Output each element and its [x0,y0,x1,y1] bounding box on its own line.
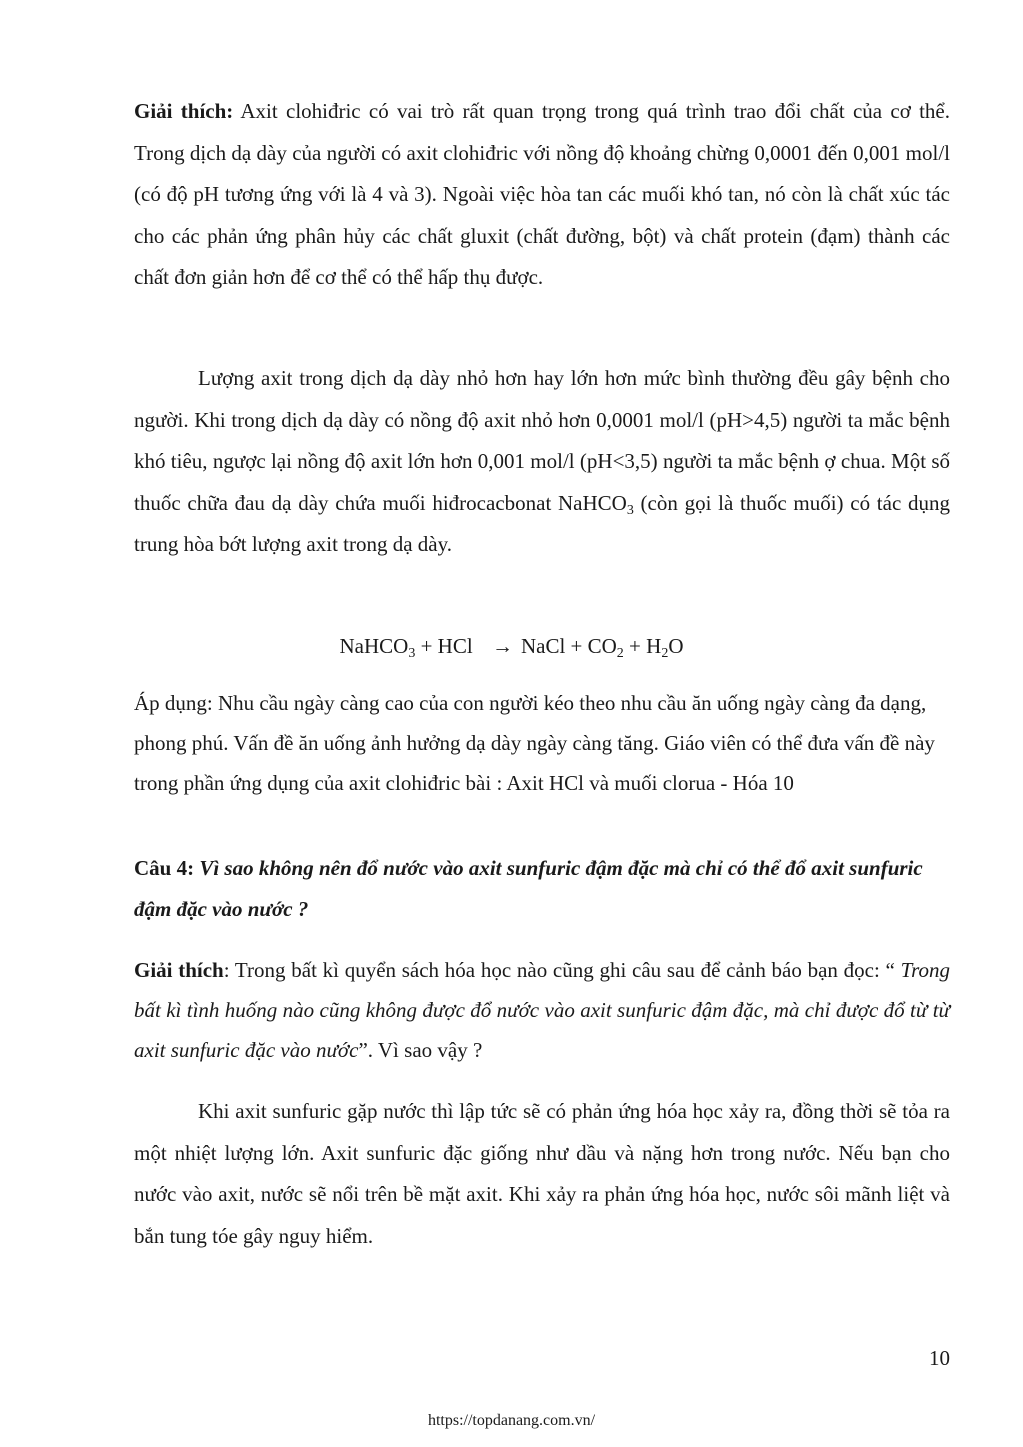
question-4 [134,848,950,930]
reactant-2: + HCl [415,634,478,658]
subscript: 3 [626,502,634,518]
subscript: 2 [616,646,624,661]
explanation-text-end: ”. Vì sao vậy ? [358,1038,483,1062]
subscript: 3 [408,646,416,661]
product-2-end: O [668,634,684,658]
arrow-icon: → [491,634,513,658]
footer-url[interactable]: https://topdanang.com.vn/ [427,1412,596,1429]
product-1: NaCl + CO [520,634,617,658]
question-label: Câu 4: [134,856,195,880]
warning-quote: Trong bất kì tình huống nào cũng không được đổ nước vào axit sunfuric đậm đặc, mà chỉ được đổ từ từ axit sunfuric đặc vào nước [134,958,951,1062]
chemical-equation [0,626,1023,666]
product-2: + H [623,634,662,658]
explanation-paragraph-1 [134,91,950,299]
subscript: 2 [661,646,669,661]
sulfuric-acid-paragraph: Khi axit sunfuric gặp nước thì lập tức sẽ có phản ứng hóa học xảy ra, đồng thời sẽ tỏa ra một nhiệt lượng lớn. Axit sunfuric đặc giống như dầu và nặng hơn trong nước. Nếu bạn cho nước vào axit, nước sẽ nổi trên bề mặt axit. Khi xảy ra phản ứng hóa học, nước sôi mãnh liệt và bắn tung tóe gây nguy hiểm. [134,1099,950,1248]
page-number: 10 [929,1346,950,1370]
explanation-text: Axit clohiđric có vai trò rất quan trọng trong quá trình trao đổi chất của cơ thể. Trong dịch dạ dày của người có axit clohiđric với nồng độ khoảng chừng 0,0001 đến 0,001 mol/l (có độ pH tương ứng với là 4 và 3). Ngoài việc hòa tan các muối khó tan, nó còn là chất xúc tác cho các phản ứng phân hủy các chất gluxit (chất đường, bột) và chất protein (đạm) thành các chất đơn giản hơn để cơ thể có thể hấp thụ được. [134,99,950,289]
acid-level-paragraph [134,358,950,566]
acid-level-text: Lượng axit trong dịch dạ dày nhỏ hơn hay lớn hơn mức bình thường đều gây bệnh cho người. Khi trong dịch dạ dày có nồng độ axit nhỏ hơn 0,0001 mol/l (pH>4,5) người ta mắc bệnh khó tiêu, ngược lại nồng độ axit lớn hơn 0,001 mol/l (pH<3,5) người ta mắc bệnh ợ chua. Một số thuốc chữa đau dạ dày chứa muối hiđrocacbonat NaHCO [134,366,950,515]
explanation-label: Giải thích [134,958,224,982]
explanation-text: : Trong bất kì quyển sách hóa học nào cũng ghi câu sau để cảnh báo bạn đọc: “ [223,958,901,982]
question-text: Vì sao không nên đổ nước vào axit sunfuric đậm đặc mà chỉ có thể đổ axit sunfuric đậm đặc vào nước ? [134,856,923,921]
application-paragraph: Áp dụng: Nhu cầu ngày càng cao của con người kéo theo nhu cầu ăn uống ngày càng đa dạng, phong phú. Vấn đề ăn uống ảnh hưởng dạ dày ngày càng tăng. Giáo viên có thể đưa vấn đề này trong phần ứng dụng của axit clohiđric bài : Axit HCl và muối clorua - Hóa 10 [134,691,935,795]
reactant-1: NaHCO [339,634,409,658]
explanation-label: Giải thích: [134,99,234,123]
acid-level-text-end: (còn gọi là thuốc muối) có tác dụng trung hòa bớt lượng axit trong dạ dày. [134,490,950,556]
explanation-paragraph-2 [134,950,950,1070]
